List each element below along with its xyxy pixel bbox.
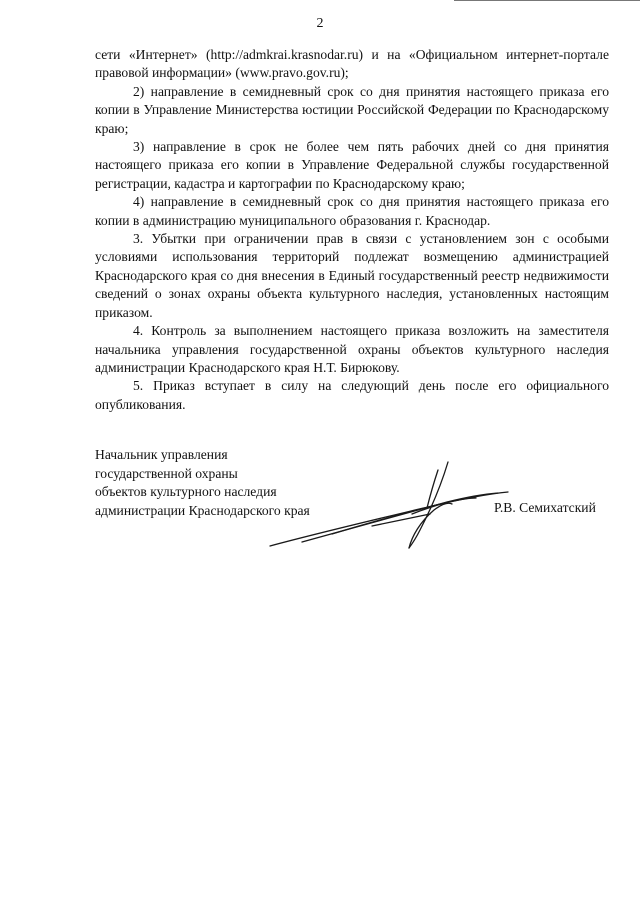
position-line: Начальник управления bbox=[95, 447, 228, 462]
top-edge-line bbox=[454, 0, 640, 1]
document-body bbox=[95, 46, 609, 414]
paragraph: 4. Контроль за выполнением настоящего приказа возложить на заместителя начальника управления государственной охраны объектов культурного наследия администрации Краснодарского края Н.Т. Бирюкову. bbox=[95, 323, 609, 375]
paragraph: 5. Приказ вступает в силу на следующий день после его официального опубликования. bbox=[95, 378, 609, 412]
signer-name: Р.В. Семихатский bbox=[494, 500, 596, 515]
page-number: 2 bbox=[316, 16, 324, 31]
paragraph: 2) направление в семидневный срок со дня принятия настоящего приказа его копии в Управление Министерства юстиции Российской Федерации по Краснодарскому краю; bbox=[95, 83, 609, 136]
paragraph: 4) направление в семидневный срок со дня принятия настоящего приказа его копии в администрацию муниципального образования г. Краснодар. bbox=[95, 194, 609, 228]
position-line: государственной охраны bbox=[95, 465, 238, 481]
paragraph: 3. Убытки при ограничении прав в связи с установлением зон с особыми условиями использования территорий подлежат возмещению администрацией Краснодарского края со дня внесения в Единый государственный реестр недвижимости сведений о зонах охраны объекта культурного наследия, установленных настоящим приказом. bbox=[95, 231, 609, 320]
position-line: объектов культурного наследия bbox=[95, 484, 277, 500]
paragraph: сети «Интернет» (http://admkrai.krasnodar.ru) и на «Официальном интернет-портале правовой информации» (www.pravo.gov.ru); bbox=[95, 47, 609, 81]
handwritten-signature bbox=[262, 452, 512, 552]
paragraph: 3) направление в срок не более чем пять рабочих дней со дня принятия настоящего приказа его копии в Управление Федеральной службы государственной регистрации, кадастра и картографии по Краснодарскому краю; bbox=[95, 139, 609, 191]
position-line: администрации Краснодарского края bbox=[95, 502, 310, 518]
